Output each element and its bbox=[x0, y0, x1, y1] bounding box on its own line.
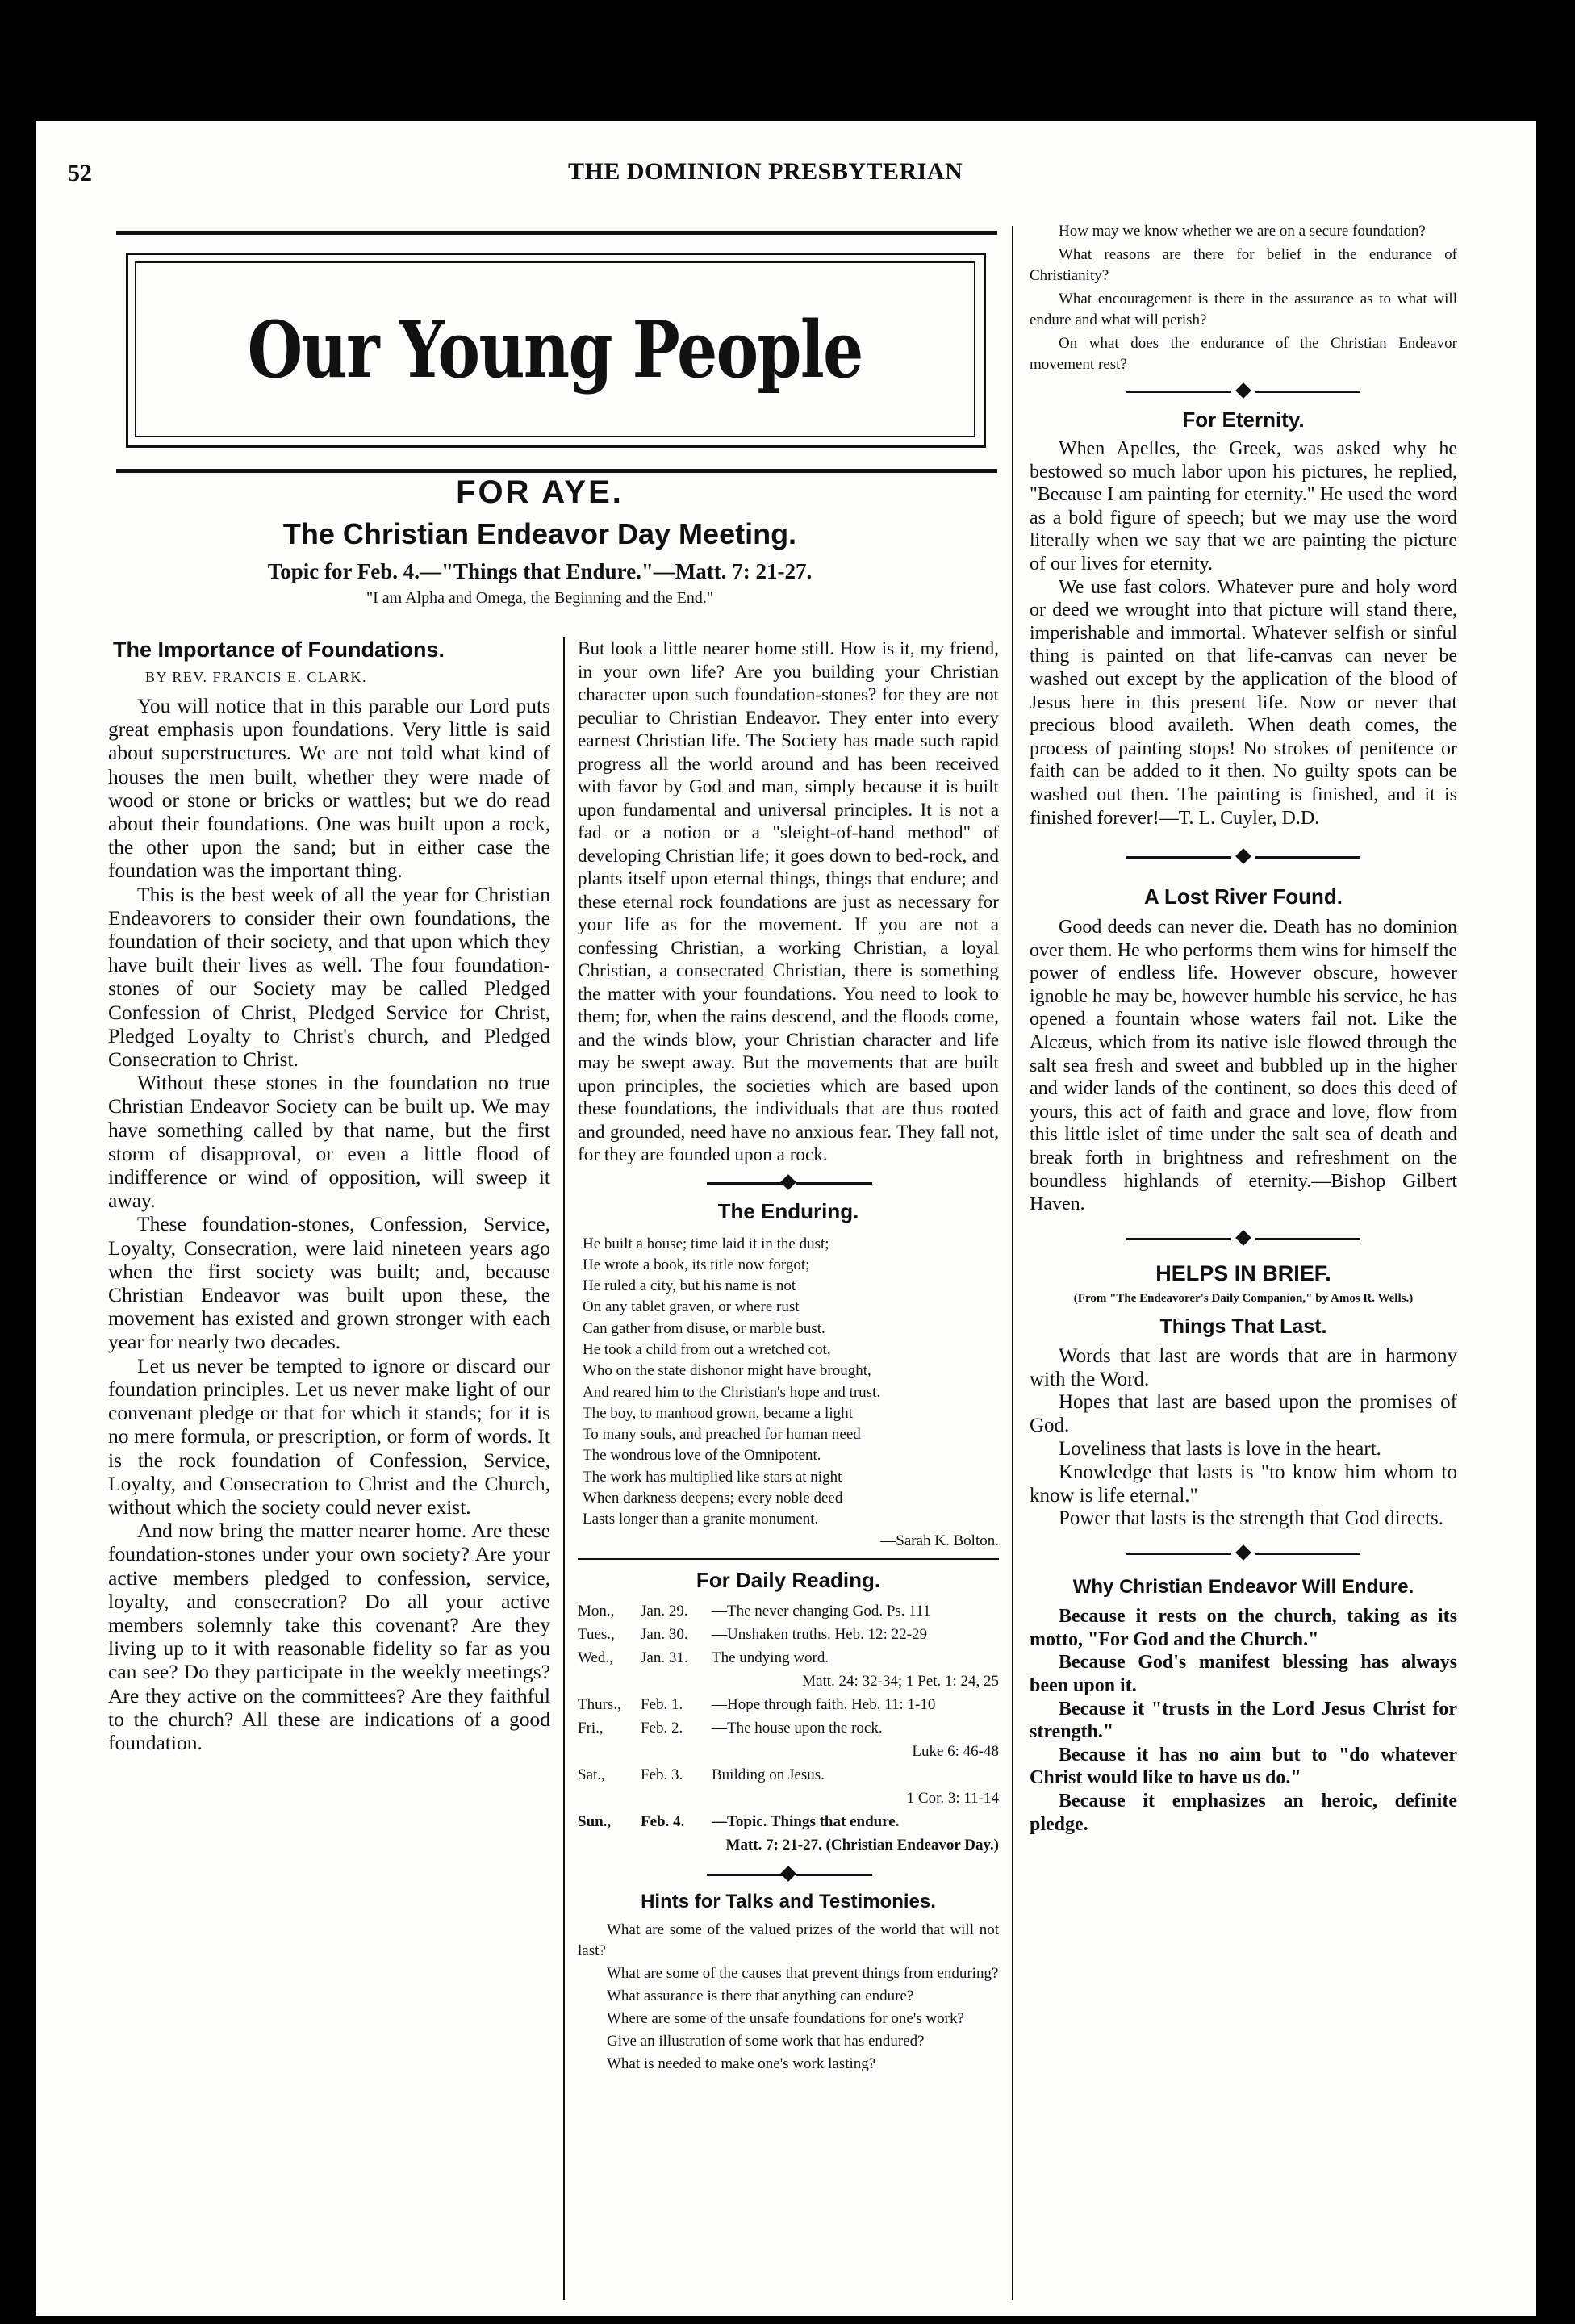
foundations-paragraph: You will notice that in this parable our Lord puts great emphasis upon foundations. Very little is said about superstructures. We are not told what kind of houses the men built, whether they were made of wood or stone or bricks or wattles; but we do read about their foundations. One was built upon a rock, the other upon the sand; but in either case the foundation was the important thing. bbox=[108, 694, 550, 883]
daily-reading-text: Matt. 24: 32-34; 1 Pet. 1: 24, 25 bbox=[802, 1672, 999, 1690]
why-endure-paragraph: Because God's manifest blessing has always been upon it. bbox=[1030, 1652, 1457, 1696]
daily-reading-text: —The never changing God. Ps. 111 bbox=[712, 1602, 931, 1620]
right-column bbox=[1030, 221, 1457, 1836]
section-ornament bbox=[1030, 847, 1457, 867]
daily-reading-day bbox=[578, 1741, 641, 1765]
daily-reading-date: Jan. 30. bbox=[641, 1625, 688, 1643]
daily-reading-row bbox=[578, 1765, 999, 1788]
hint-item: What is needed to make one's work lasting? bbox=[607, 2054, 876, 2072]
daily-reading-text: Matt. 7: 21-27. (Christian Endeavor Day.) bbox=[725, 1836, 999, 1854]
poem-line: Lasts longer than a granite monument. bbox=[583, 1511, 819, 1528]
things-last-paragraph: Knowledge that lasts is "to know him whom to know is life eternal." bbox=[1030, 1461, 1457, 1507]
daily-reading-text: Building on Jesus. bbox=[712, 1766, 825, 1783]
daily-reading-date: Feb. 3. bbox=[641, 1766, 683, 1783]
hints-heading: Hints for Talks and Testimonies. bbox=[641, 1890, 936, 1912]
helps-heading: HELPS IN BRIEF. bbox=[1155, 1260, 1331, 1285]
poem-line: On any tablet graven, or where rust bbox=[583, 1298, 800, 1316]
section-ornament bbox=[578, 1173, 999, 1193]
daily-reading-row bbox=[578, 1648, 999, 1671]
why-endure-paragraph: Because it emphasizes an heroic, definite pledge. bbox=[1030, 1790, 1457, 1835]
enduring-poem bbox=[578, 1234, 999, 1531]
daily-reading-date: Jan. 31. bbox=[641, 1649, 688, 1666]
daily-reading-row bbox=[578, 1788, 999, 1812]
foundations-paragraph-continued: But look a little nearer home still. How is it, my friend, in your own life? Are you building your Christian character upon such foundation-stones? for they are not peculiar to Christian Endeavor. They enter into every earnest Christian life. The Society has made such rapid progress all the world around and has been received with favor by God and man, simply because it is built upon fundamental and universal principles. It is not a fad or a notion or a "sleight-of-hand method" of developing Christian life; it goes down to bed-rock, and plants itself upon eternal things, things that endure; and these eternal rock foundations are just as necessary for your life as for the movement. If you are not a confessing Christian, a working Christian, a loyal Christian, a consecrated Christian, there is something the matter with your foundations. You need to look to them; for, when the rains descend, and the floods come, and the winds blow, your Christian character and life may be swept away. But the movements that are built upon principles, the societies which are based upon these foundations, the individuals that are thus rooted and grounded, need have no anxious fear. They fall not, for they are founded upon a rock. bbox=[578, 638, 999, 1165]
poem-line: To many souls, and preached for human need bbox=[583, 1426, 861, 1444]
daily-reading-text: The undying word. bbox=[712, 1649, 829, 1666]
hint-item: What encouragement is there in the assurance as to what will endure and what will perish? bbox=[1030, 290, 1457, 328]
daily-reading-row bbox=[578, 1671, 999, 1695]
daily-reading-date: Feb. 2. bbox=[641, 1719, 683, 1737]
masthead-inner-box bbox=[126, 253, 986, 448]
foundations-paragraph: And now bring the matter nearer home. Are these foundation-stones under your own society? Are your active members pledged to confession, service, loyalty, and consecration? Do all your active members solemnly take this covenant? Are they living up to it with reasonable fidelity so far as you can see? Do they participate in the weekly meetings? Are they active on the committees? Are they faithful to the church? All these are indications of a good foundation. bbox=[108, 1519, 550, 1754]
journal-title: THE DOMINION PRESBYTERIAN bbox=[568, 158, 963, 185]
daily-reading-day bbox=[578, 1671, 641, 1695]
daily-reading-day bbox=[578, 1835, 641, 1858]
why-endure-paragraph: Because it has no aim but to "do whatever Christ would like to have us do." bbox=[1030, 1744, 1457, 1789]
helps-source: (From "The Endeavorer's Daily Companion," by Amos R. Wells.) bbox=[1073, 1291, 1414, 1305]
daily-reading-row bbox=[578, 1624, 999, 1648]
daily-reading-text: 1 Cor. 3: 11-14 bbox=[906, 1789, 999, 1807]
foundations-paragraph: These foundation-stones, Confession, Service, Loyalty, Consecration, were laid nineteen years ago when the first society was built; and, because Christian Endeavor was built upon these, the movement has existed and grown stronger with each year for nearly two decades. bbox=[108, 1212, 550, 1354]
hint-item: Give an illustration of some work that has endured? bbox=[607, 2032, 925, 2050]
poem-line: The wondrous love of the Omnipotent. bbox=[583, 1447, 821, 1465]
daily-reading-table bbox=[578, 1601, 999, 1858]
masthead-title: Our Young People bbox=[248, 303, 863, 395]
poem-line: He ruled a city, but his name is not bbox=[583, 1277, 796, 1295]
daily-reading-text: —Topic. Things that endure. bbox=[712, 1812, 900, 1830]
hint-item: How may we know whether we are on a secure foundation? bbox=[1059, 223, 1426, 240]
section-ornament bbox=[1030, 382, 1457, 401]
column-rule-2 bbox=[1012, 226, 1013, 2300]
poem-attribution: —Sarah K. Bolton. bbox=[880, 1532, 999, 1549]
daily-reading-day: Mon., bbox=[578, 1602, 615, 1620]
enduring-heading: The Enduring. bbox=[717, 1198, 859, 1223]
daily-reading-day: Tues., bbox=[578, 1625, 615, 1643]
section-ornament bbox=[1030, 1229, 1457, 1248]
lost-river-heading: A Lost River Found. bbox=[1143, 884, 1343, 909]
section-ornament bbox=[578, 1865, 999, 1884]
foundations-heading: The Importance of Foundations. bbox=[113, 637, 445, 662]
poem-line: Can gather from disuse, or marble bust. bbox=[583, 1319, 825, 1337]
foundations-paragraph: Without these stones in the foundation no true Christian Endeavor Society can be built up. We may have something called by that name, but the first storm of disapproval, or even a little flood of indifference or wind of opposition, will sweep it away. bbox=[108, 1071, 550, 1213]
why-endure-paragraph: Because it rests on the church, taking as its motto, "For God and the Church." bbox=[1030, 1606, 1457, 1650]
daily-reading-day: Thurs., bbox=[578, 1695, 621, 1713]
eternity-paragraph: When Apelles, the Greek, was asked why he bestowed so much labor upon his pictures, he replied, "Because I am painting for eternity." He used the word as a bold figure of speech; but we may use the word literally when we say that we are painting the picture of our lives for eternity. bbox=[1030, 438, 1457, 575]
newspaper-page bbox=[36, 121, 1536, 2316]
column-rule-1 bbox=[563, 637, 565, 2300]
article-epigraph: "I am Alpha and Omega, the Beginning and the End." bbox=[366, 589, 714, 607]
things-last-heading: Things That Last. bbox=[1159, 1315, 1327, 1338]
poem-line: The work has multiplied like stars at night bbox=[583, 1468, 842, 1486]
middle-column bbox=[578, 637, 999, 2076]
daily-reading-text: —Unshaken truths. Heb. 12: 22-29 bbox=[712, 1625, 928, 1643]
article-title: The Christian Endeavor Day Meeting. bbox=[282, 517, 797, 550]
eternity-heading: For Eternity. bbox=[1182, 408, 1305, 432]
poem-line: Who on the state dishonor might have brought, bbox=[583, 1362, 871, 1380]
daily-reading-day: Sat., bbox=[578, 1766, 605, 1783]
daily-reading-row bbox=[578, 1718, 999, 1741]
daily-reading-day: Wed., bbox=[578, 1649, 613, 1666]
poem-line: When darkness deepens; every noble deed bbox=[583, 1490, 843, 1507]
daily-reading-date bbox=[641, 1741, 712, 1765]
foundations-paragraph: Let us never be tempted to ignore or discard our foundation principles. Let us never make light of our convenant pledge or that for which it stands; for it is no mere formula, or prescription, or form of words. It is the rock foundation of Confession, Service, Loyalty, and Consecration to Christ and the Church, without which the society could never exist. bbox=[108, 1353, 550, 1519]
daily-reading-date bbox=[641, 1788, 712, 1812]
poem-line: He took a child from out a wretched cot, bbox=[583, 1340, 831, 1358]
daily-reading-day bbox=[578, 1788, 641, 1812]
eternity-paragraph: We use fast colors. Whatever pure and holy word or deed we wrought into that picture will stand there, imperishable and immortal. Whatever selfish or sinful thing is painted on that life-canvas can never be washed out except by the application of the blood of Jesus here in this present life. Now or never that precious blood availeth. When death comes, the process of painting stops! No strokes of penitence or faith can be added to it then. No guilty spots can be washed out then. The painting is finished, and it is finished forever!—T. L. Cuyler, D.D. bbox=[1030, 576, 1457, 829]
poem-line: He wrote a book, its title now forgot; bbox=[583, 1256, 810, 1273]
why-endure-heading: Why Christian Endeavor Will Endure. bbox=[1072, 1576, 1414, 1599]
lost-river-paragraph: Good deeds can never die. Death has no dominion over them. He who performs them wins for himself the power of endless life. However obscure, however ignoble he may be, however humble his service, he has opened a fountain whose waters fail not. Like the Alcæus, which from its native isle flowed through the salt sea fresh and sweet and bubbled up in the higher and wider lands of the continent, so does this deed of yours, this act of faith and grace and love, flow from this little islet of time under the salt sea of death and break forth in brightness and refreshment on the boundless highlands of eternity.—Bishop Gilbert Haven. bbox=[1030, 917, 1457, 1215]
daily-reading-day: Fri., bbox=[578, 1719, 604, 1737]
hint-item: Where are some of the unsafe foundations for one's work? bbox=[607, 2009, 964, 2027]
poem-line: The boy, to manhood grown, became a light bbox=[583, 1404, 853, 1422]
daily-reading-date: Jan. 29. bbox=[641, 1602, 688, 1620]
daily-reading-date bbox=[641, 1671, 712, 1695]
daily-reading-text: Luke 6: 46-48 bbox=[912, 1742, 999, 1760]
daily-reading-text: —Hope through faith. Heb. 11: 1-10 bbox=[712, 1695, 936, 1713]
daily-reading-row bbox=[578, 1835, 999, 1858]
why-endure-paragraph: Because it "trusts in the Lord Jesus Christ for strength." bbox=[1030, 1698, 1457, 1743]
hint-item: What reasons are there for belief in the endurance of Christianity? bbox=[1030, 246, 1457, 284]
daily-reading-date: Feb. 1. bbox=[641, 1695, 683, 1713]
article-kicker: FOR AYE. bbox=[456, 474, 624, 510]
daily-reading-text: —The house upon the rock. bbox=[712, 1719, 883, 1737]
daily-reading-heading: For Daily Reading. bbox=[696, 1567, 881, 1592]
daily-reading-row bbox=[578, 1601, 999, 1624]
section-ornament bbox=[1030, 1544, 1457, 1563]
foundations-byline: BY REV. FRANCIS E. CLARK. bbox=[145, 669, 368, 685]
things-last-paragraph: Hopes that last are based upon the promises of God. bbox=[1030, 1391, 1457, 1437]
page-number: 52 bbox=[68, 160, 92, 186]
daily-reading-row bbox=[578, 1695, 999, 1718]
daily-reading-row bbox=[578, 1812, 999, 1835]
daily-reading-date: Feb. 4. bbox=[641, 1812, 685, 1830]
masthead-frame bbox=[116, 231, 997, 473]
poem-line: He built a house; time laid it in the dust; bbox=[583, 1235, 829, 1252]
daily-reading-row bbox=[578, 1741, 999, 1765]
hint-item: On what does the endurance of the Christian Endeavor movement rest? bbox=[1030, 335, 1457, 373]
hint-item: What assurance is there that anything can endure? bbox=[607, 1987, 914, 2004]
things-last-paragraph: Words that last are words that are in harmony with the Word. bbox=[1030, 1344, 1457, 1390]
daily-reading-date bbox=[641, 1835, 712, 1858]
foundations-paragraph: This is the best week of all the year for Christian Endeavorers to consider their own foundations, the foundation of their society, and that upon which they have built their lives as well. The four foundation-stones of our Society may be called Pledged Confession of Christ, Pledged Service for Christ, Pledged Loyalty to Christ's church, and Pledged Consecration to Christ. bbox=[108, 882, 550, 1072]
daily-reading-day: Sun., bbox=[578, 1812, 612, 1830]
things-last-paragraph: Loveliness that lasts is love in the heart. bbox=[1059, 1438, 1381, 1460]
hint-item: What are some of the valued prizes of the world that will not last? bbox=[578, 1921, 999, 1959]
section-rule bbox=[578, 1558, 999, 1560]
article-topic: Topic for Feb. 4.—"Things that Endure."—Matt. 7: 21-27. bbox=[267, 559, 813, 583]
poem-line: And reared him to the Christian's hope and trust. bbox=[583, 1383, 881, 1401]
hint-item: What are some of the causes that prevent things from enduring? bbox=[607, 1964, 999, 1982]
masthead-title-box bbox=[135, 261, 975, 437]
left-column bbox=[108, 637, 550, 1754]
things-last-paragraph: Power that lasts is the strength that God directs. bbox=[1059, 1507, 1444, 1530]
